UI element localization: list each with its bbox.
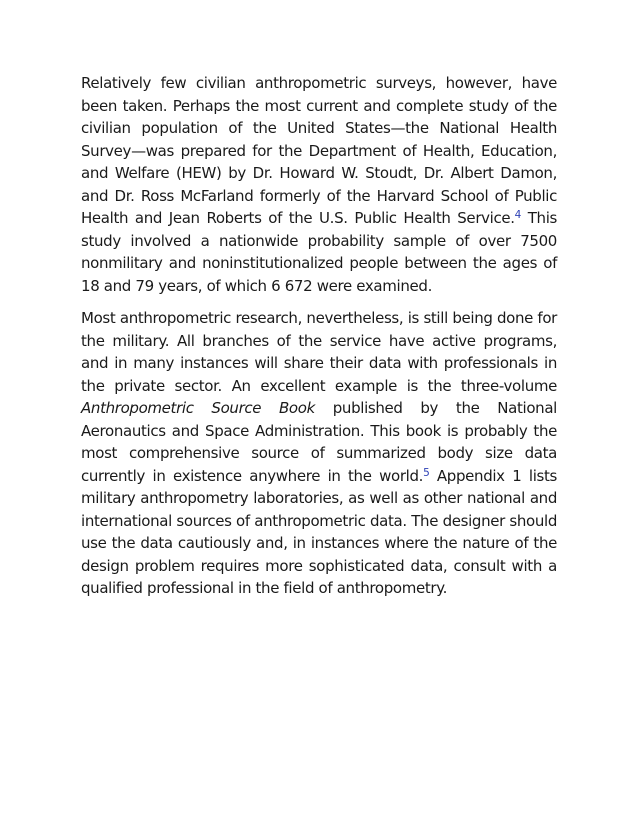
paragraph-text: This study involved a nationwide probability sample of over 7500 nonmilitary and noninstitutionalized people between the ages of 18 and 79 years, of which 6 672 were examined.	[81, 209, 557, 295]
paragraph-text: Appendix 1 lists military anthropometry laboratories, as well as other national and international sources of anthropometric data. The designer should use the data cautiously and, in instances where the nature of the design problem requires more sophisticated data, consult with a qualified professional in the field of anthropometry.	[81, 466, 557, 597]
paragraph-text: published by the National Aeronautics and Space Administration. This book is probably the most comprehensive source of summarized body size data currently in existence anywhere in the world.	[81, 399, 558, 485]
paragraph-text: Most anthropometric research, nevertheless, is still being done for the military. All branches of the service have active programs, and in many instances will share their data with professionals in the private sector. An excellent example is the three-volume	[81, 309, 557, 395]
body-text	[81, 72, 557, 600]
paragraph-civilian-surveys	[81, 72, 557, 297]
book-title: Anthropometric Source Book	[81, 399, 315, 417]
paragraph-military-research	[81, 307, 557, 600]
footnote-link[interactable]: 4	[514, 209, 522, 221]
paragraph-text: Relatively few civilian anthropometric surveys, however, have been taken. Perhaps the most current and complete study of the civilian population of the United States—the National Health Survey—was prepared for the Department of Health, Education, and Welfare (HEW) by Dr. Howard W. Stoudt, Dr. Albert Damon, and Dr. Ross McFarland formerly of the Harvard School of Public Health and Jean Roberts of the U.S. Public Health Service.	[81, 74, 557, 227]
footnote-link[interactable]: 5	[423, 466, 430, 479]
